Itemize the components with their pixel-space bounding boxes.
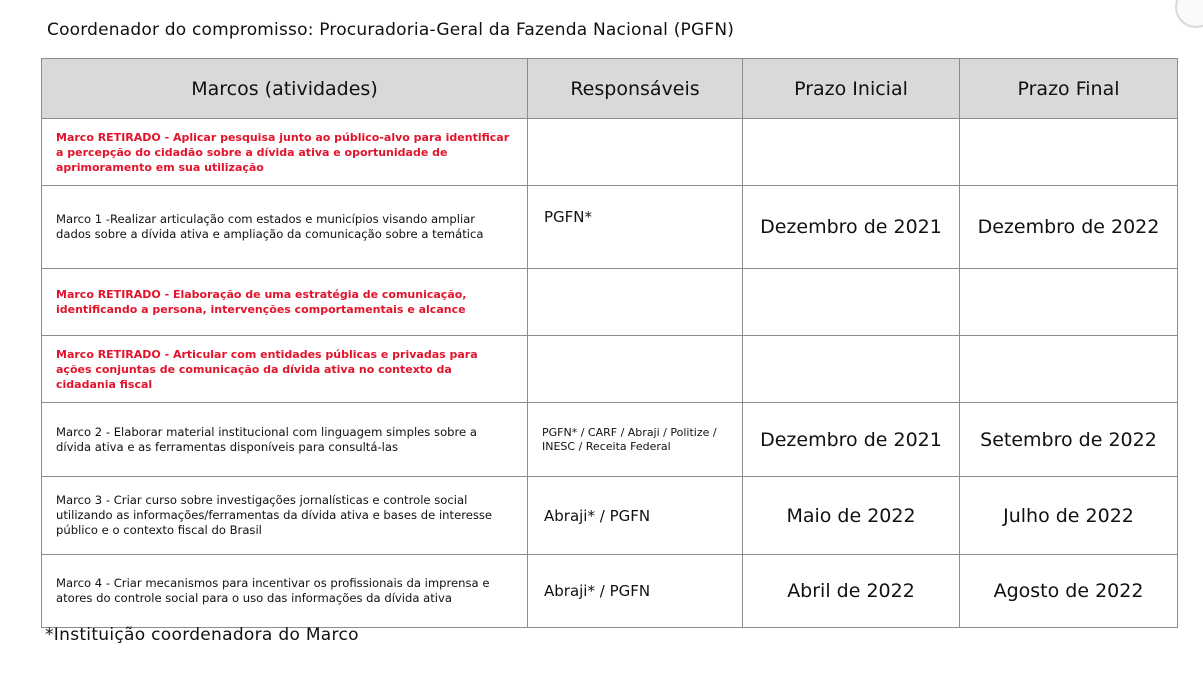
end-date-cell: [960, 269, 1178, 336]
activity-cell: Marco 3 - Criar curso sobre investigações jornalísticas e controle social utilizando as informações/ferramentas da dívida ativa e bases de interesse público e o contexto fiscal do Brasil: [42, 477, 528, 555]
table-row: [42, 477, 1178, 555]
start-date-cell: Abril de 2022: [743, 555, 960, 628]
end-date-cell: Setembro de 2022: [960, 403, 1178, 477]
table-row: [42, 403, 1178, 477]
start-date-cell: [743, 119, 960, 186]
table-row: [42, 119, 1178, 186]
activity-cell: Marco RETIRADO - Articular com entidades públicas e privadas para ações conjuntas de comunicação da dívida ativa no contexto da cidadania fiscal: [42, 336, 528, 403]
start-date-cell: Maio de 2022: [743, 477, 960, 555]
table-row: [42, 269, 1178, 336]
start-date-cell: [743, 269, 960, 336]
page-title: Coordenador do compromisso: Procuradoria-Geral da Fazenda Nacional (PGFN): [47, 20, 735, 40]
activity-cell: Marco 4 - Criar mecanismos para incentivar os profissionais da imprensa e atores do controle social para o uso das informações da dívida ativa: [42, 555, 528, 628]
responsible-cell: [528, 336, 743, 403]
footnote: *Instituição coordenadora do Marco: [45, 625, 359, 645]
responsible-cell: PGFN* / CARF / Abraji / Politize / INESC / Receita Federal: [528, 403, 743, 477]
start-date-cell: Dezembro de 2021: [743, 186, 960, 269]
table-row: [42, 186, 1178, 269]
start-date-cell: [743, 336, 960, 403]
header-start-date: Prazo Inicial: [743, 59, 960, 119]
corner-decoration: [1175, 0, 1203, 28]
table-row: [42, 336, 1178, 403]
header-end-date: Prazo Final: [960, 59, 1178, 119]
activity-cell: Marco 2 - Elaborar material institucional com linguagem simples sobre a dívida ativa e as ferramentas disponíveis para consultá-las: [42, 403, 528, 477]
end-date-cell: [960, 336, 1178, 403]
end-date-cell: Agosto de 2022: [960, 555, 1178, 628]
start-date-cell: Dezembro de 2021: [743, 403, 960, 477]
responsible-cell: Abraji* / PGFN: [528, 555, 743, 628]
end-date-cell: Julho de 2022: [960, 477, 1178, 555]
header-responsible: Responsáveis: [528, 59, 743, 119]
responsible-cell: [528, 269, 743, 336]
table-header-row: [42, 59, 1178, 119]
activity-cell: Marco RETIRADO - Elaboração de uma estratégia de comunicação, identificando a persona, intervenções comportamentais e alcance: [42, 269, 528, 336]
activity-cell: Marco 1 -Realizar articulação com estados e municípios visando ampliar dados sobre a dívida ativa e ampliação da comunicação sobre a temática: [42, 186, 528, 269]
table-row: [42, 555, 1178, 628]
responsible-cell: [528, 119, 743, 186]
responsible-cell: Abraji* / PGFN: [528, 477, 743, 555]
header-activities: Marcos (atividades): [42, 59, 528, 119]
activity-cell: Marco RETIRADO - Aplicar pesquisa junto ao público-alvo para identificar a percepção do cidadão sobre a dívida ativa e oportunidade de aprimoramento em sua utilização: [42, 119, 528, 186]
end-date-cell: Dezembro de 2022: [960, 186, 1178, 269]
end-date-cell: [960, 119, 1178, 186]
milestones-table: [41, 58, 1178, 628]
responsible-cell: PGFN*: [528, 186, 743, 269]
